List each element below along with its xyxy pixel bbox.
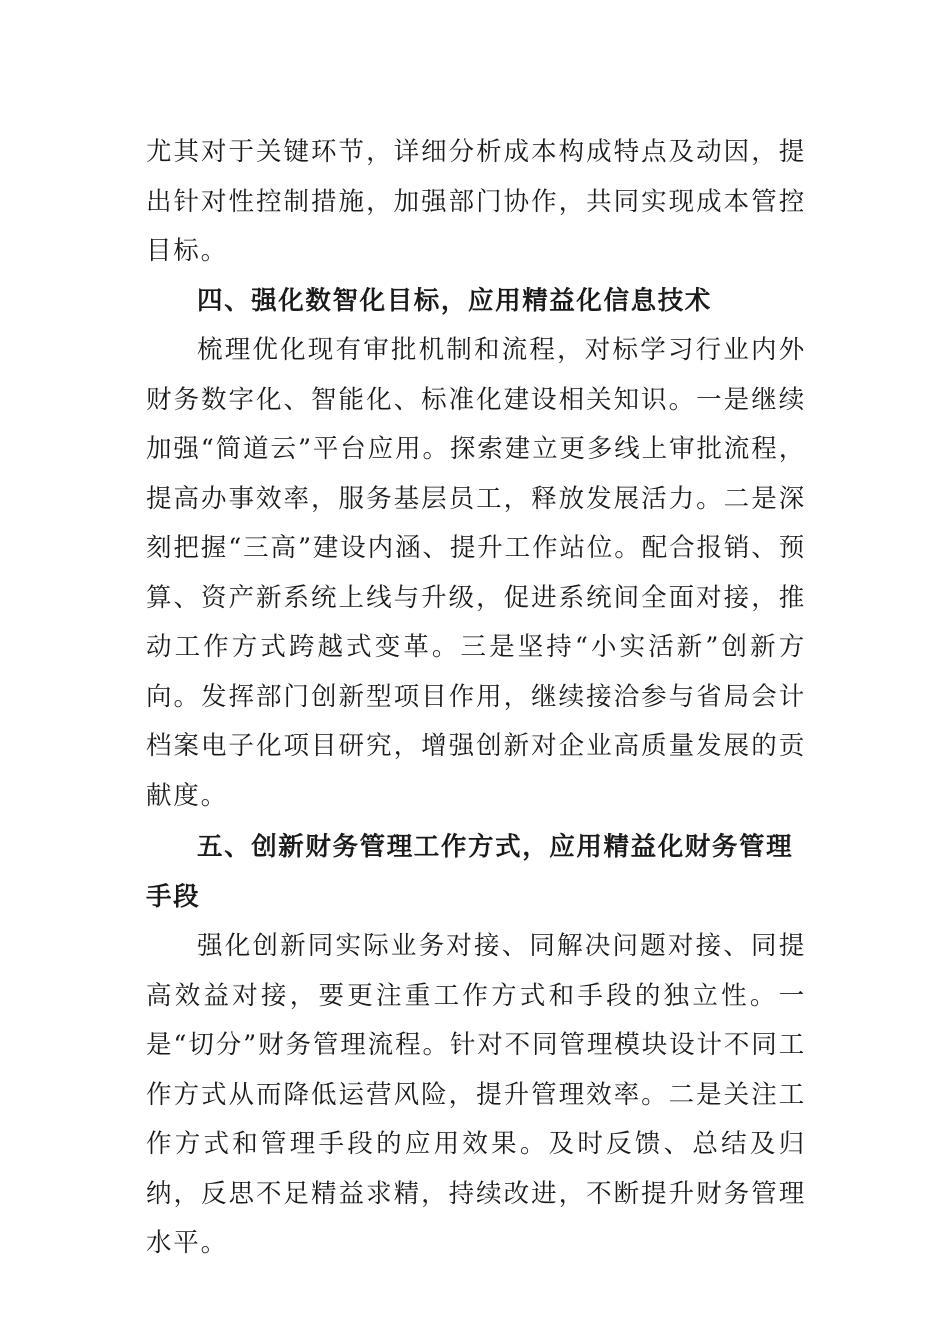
document-body [146,128,806,1269]
section-heading-four: 四、强化数智化目标，应用精益化信息技术 [197,285,712,316]
paragraph-section-four: 梳理优化现有审批机制和流程，对标学习行业内外财务数字化、智能化、标准化建设相关知识。一是继续加强“简道云”平台应用。探索建立更多线上审批流程，提高办事效率，服务基层员工，释放发展活力。二是深刻把握“三高”建设内涵、提升工作站位。配合报销、预算、资产新系统上线与升级，促进系统间全面对接，推动工作方式跨越式变革。三是坚持“小实活新”创新方向。发挥部门创新型项目作用，继续接洽参与省局会计档案电子化项目研究，增强创新对企业高质量发展的贡献度。 [146,335,806,811]
paragraph-section-five: 强化创新同实际业务对接、同解决问题对接、同提高效益对接，要更注重工作方式和手段的独立性。一是“切分”财务管理流程。针对不同管理模块设计不同工作方式从而降低运营风险，提升管理效率。二是关注工作方式和管理手段的应用效果。及时反馈、总结及归纳，反思不足精益求精，持续改进，不断提升财务管理水平。 [146,931,806,1258]
paragraph-continuation: 尤其对于关键环节，详细分析成本构成特点及动因，提出针对性控制措施，加强部门协作，共同实现成本管控目标。 [146,137,806,266]
section-heading-five: 五、创新财务管理工作方式，应用精益化财务管理手段 [146,832,794,912]
